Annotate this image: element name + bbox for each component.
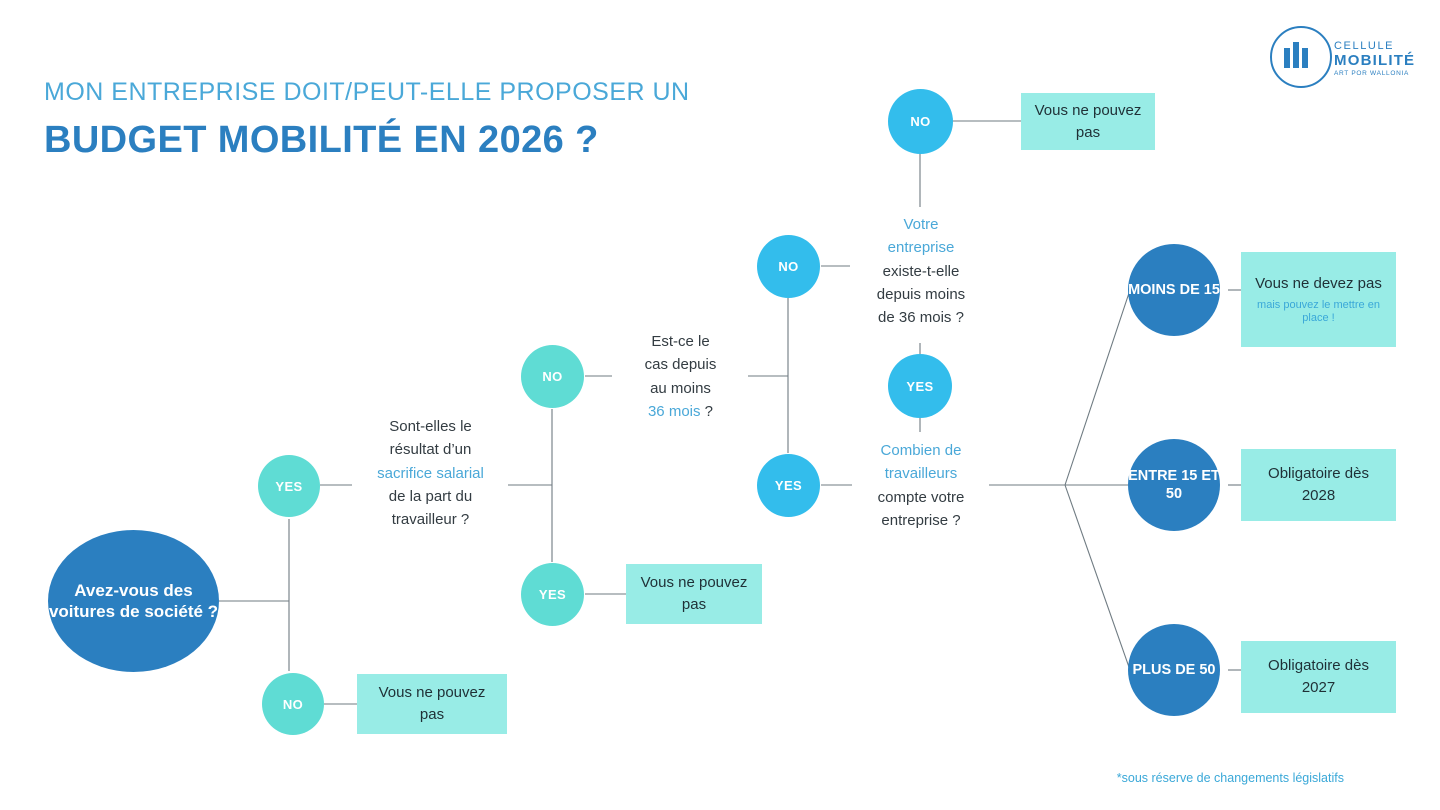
node-yes-36-months-label: YES: [774, 478, 803, 493]
node-no-salary-sacrifice[interactable]: [521, 345, 584, 408]
node-no-company-cars[interactable]: [262, 673, 324, 735]
node-yes-company-cars[interactable]: [258, 455, 320, 517]
node-no-company-age[interactable]: [888, 89, 953, 154]
question-company-age: [851, 213, 991, 329]
result-not-required-label: Vous ne devez pas: [1255, 274, 1382, 292]
node-size-15-to-50-label: ENTRE 15 ET 50: [1128, 467, 1220, 502]
question-salary-sacrifice-l3: de la part du: [388, 487, 473, 505]
result-mandatory-2028-label: Obligatoire dès 2028: [1268, 465, 1369, 504]
node-size-15-to-50[interactable]: [1128, 439, 1220, 531]
question-since-36-months-accent: 36 mois: [647, 402, 701, 420]
node-yes-salary-sacrifice[interactable]: [521, 563, 584, 626]
node-no-company-cars-label: NO: [282, 696, 304, 712]
result-cannot-top-label: Vous ne pouvez pas: [1034, 101, 1142, 141]
question-company-age-l3: de 36 mois ?: [878, 309, 964, 326]
node-start-question[interactable]: [48, 530, 219, 672]
question-employee-count-l1: compte votre: [877, 488, 965, 506]
result-cannot-bottom: [357, 674, 507, 734]
result-not-required-note: mais pouvez le mettre en place !: [1257, 298, 1380, 325]
question-since-36-months-l4: [612, 400, 749, 423]
node-yes-36-months[interactable]: [757, 454, 820, 517]
node-start-label: Avez-vous des voitures de société ?: [48, 580, 219, 621]
result-mandatory-2027-label: Obligatoire dès 2027: [1268, 657, 1369, 696]
logo-text: [1334, 41, 1415, 77]
node-yes-company-age-label: YES: [906, 378, 934, 394]
node-size-over-50[interactable]: [1128, 624, 1220, 716]
result-cannot-mid: [626, 564, 762, 624]
node-no-36-months-label: NO: [778, 259, 799, 274]
page-title: [44, 78, 690, 162]
question-employee-count: [852, 439, 990, 532]
question-employee-count-l2: entreprise ?: [881, 511, 961, 529]
node-no-36-months[interactable]: [757, 235, 820, 298]
question-salary-sacrifice-l1: Sont-elles le: [389, 418, 472, 435]
result-cannot-top: [1021, 93, 1155, 150]
result-not-required: [1241, 252, 1396, 347]
logo-bars-icon: [1284, 42, 1308, 68]
question-company-age-l2: depuis moins: [876, 285, 966, 303]
question-company-age-accent2: entreprise: [887, 239, 955, 257]
question-since-36-months-qmark: ?: [704, 402, 714, 420]
logo-line-3: ART POR WALLONIA: [1334, 70, 1410, 78]
title-subtitle: MON ENTREPRISE DOIT/PEUT-ELLE PROPOSER UN: [44, 78, 690, 106]
question-salary-sacrifice: [352, 415, 509, 531]
node-size-under-15-label: MOINS DE 15: [1128, 281, 1220, 298]
question-employee-count-accent2: travailleurs: [884, 465, 958, 483]
question-company-age-accent1: Votre: [903, 216, 939, 233]
question-salary-sacrifice-accent: sacrifice salarial: [377, 464, 484, 482]
question-employee-count-accent1: Combien de: [880, 442, 962, 459]
question-since-36-months-l1: Est-ce le: [651, 333, 710, 350]
footnote: *sous réserve de changements législatifs: [1116, 771, 1344, 785]
question-salary-sacrifice-l4: travailleur ?: [391, 511, 470, 528]
node-size-under-15[interactable]: [1128, 244, 1220, 336]
node-size-over-50-label: PLUS DE 50: [1132, 661, 1216, 678]
node-no-salary-sacrifice-label: NO: [542, 369, 563, 384]
title-main: BUDGET MOBILITÉ EN 2026 ?: [44, 119, 599, 161]
result-mandatory-2028: [1241, 449, 1396, 521]
question-salary-sacrifice-l2: résultat d’un: [389, 441, 472, 459]
question-since-36-months: [612, 330, 749, 423]
node-yes-company-cars-label: YES: [275, 478, 303, 494]
result-cannot-bottom-label: Vous ne pouvez pas: [378, 684, 486, 723]
question-since-36-months-l2: cas depuis: [644, 356, 717, 374]
question-since-36-months-l3: au moins: [650, 379, 711, 397]
logo-line-1: CELLULE: [1334, 40, 1395, 52]
node-no-company-age-label: NO: [910, 114, 931, 129]
node-yes-salary-sacrifice-label: YES: [538, 587, 567, 602]
result-cannot-mid-label: Vous ne pouvez pas: [640, 574, 748, 613]
node-yes-company-age[interactable]: [888, 354, 952, 418]
logo-line-2: MOBILITÉ: [1334, 51, 1416, 69]
question-company-age-l1: existe-t-elle: [882, 262, 960, 280]
result-mandatory-2027: [1241, 641, 1396, 713]
logo: [1268, 20, 1418, 92]
